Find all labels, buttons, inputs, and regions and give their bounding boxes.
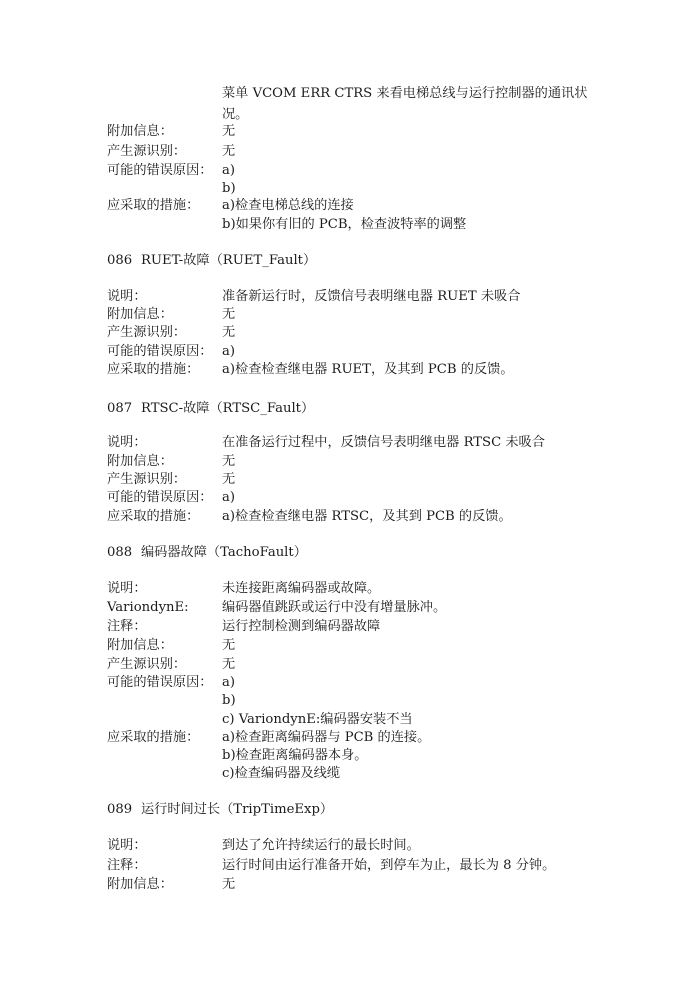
field-row (107, 322, 640, 343)
field-value: a) (222, 344, 236, 359)
field-value: c) VariondynE:编码器安装不当 (222, 712, 413, 727)
field-row (107, 359, 640, 380)
field-row (107, 578, 640, 599)
field-label: 应采取的措施： (107, 509, 200, 524)
field-label: 说明： (107, 289, 147, 304)
field-value: a) (222, 163, 236, 178)
field-label: 可能的错误原因： (107, 490, 213, 505)
field-value: 无 (222, 454, 236, 469)
field-label: 说明： (107, 581, 147, 596)
field-label: VariondynE: (107, 600, 189, 615)
field-value: a)检查检查继电器 RUET，及其到 PCB 的反馈。 (222, 362, 514, 377)
field-label: 附加信息： (107, 454, 173, 469)
field-label: 可能的错误原因： (107, 344, 213, 359)
field-value: 无 (222, 307, 236, 322)
field-row (107, 855, 640, 876)
intro-text-line-1: 菜单 VCOM ERR CTRS 来看电梯总线与运行控制器的通讯状 (222, 86, 588, 101)
section-title: RUET-故障（RUET_Fault） (141, 253, 317, 268)
field-value: 运行控制检测到编码器故障 (222, 619, 381, 634)
field-label: 附加信息： (107, 124, 173, 139)
field-value: 在准备运行过程中，反馈信号表明继电器 RTSC 未吸合 (222, 435, 545, 450)
section-title: RTSC-故障（RTSC_Fault） (141, 401, 315, 416)
field-value: 未连接距离编码器或故障。 (222, 581, 381, 596)
field-row (107, 506, 640, 527)
field-value: c)检查编码器及线缆 (222, 766, 341, 781)
field-value: b) (222, 181, 236, 196)
field-row (107, 214, 640, 235)
field-row (107, 432, 640, 453)
field-value: a)检查距离编码器与 PCB 的连接。 (222, 730, 431, 745)
section-heading-086 (107, 250, 316, 271)
field-value: 无 (222, 472, 236, 487)
field-label: 应采取的措施： (107, 730, 200, 745)
field-value: 运行时间由运行准备开始，到停车为止，最长为 8 分钟。 (222, 858, 556, 873)
field-label: 可能的错误原因： (107, 675, 213, 690)
field-value: a) (222, 490, 236, 505)
section-heading-089 (107, 799, 333, 820)
field-label: 附加信息： (107, 877, 173, 892)
intro-line (107, 83, 640, 104)
field-row (107, 874, 640, 895)
field-row (107, 763, 640, 784)
section-number: 087 (107, 401, 133, 416)
field-label: 说明： (107, 838, 147, 853)
field-value: b)检查距离编码器本身。 (222, 748, 368, 763)
section-title: 运行时间过长（TripTimeExp） (141, 802, 334, 817)
field-row (107, 121, 640, 142)
field-row (107, 597, 640, 618)
field-value: 无 (222, 657, 236, 672)
field-label: 应采取的措施： (107, 362, 200, 377)
field-value: 无 (222, 144, 236, 159)
field-label: 产生源识别： (107, 657, 187, 672)
section-number: 086 (107, 253, 133, 268)
field-value: 无 (222, 638, 236, 653)
field-value: 准备新运行时，反馈信号表明继电器 RUET 未吸合 (222, 289, 521, 304)
section-title: 编码器故障（TachoFault） (141, 545, 307, 560)
field-value: 无 (222, 124, 236, 139)
field-label: 附加信息： (107, 638, 173, 653)
field-value: 无 (222, 325, 236, 340)
field-label: 注释： (107, 858, 147, 873)
field-value: a)检查检查继电器 RTSC，及其到 PCB 的反馈。 (222, 509, 512, 524)
intro-text-line-2: 况。 (222, 107, 249, 122)
field-row (107, 487, 640, 508)
field-value: a)检查电梯总线的连接 (222, 198, 354, 213)
section-number: 088 (107, 545, 133, 560)
field-label: 注释： (107, 619, 147, 634)
field-value: b) (222, 693, 236, 708)
section-number: 089 (107, 802, 133, 817)
field-label: 产生源识别： (107, 144, 187, 159)
field-label: 可能的错误原因： (107, 163, 213, 178)
field-label: 产生源识别： (107, 325, 187, 340)
field-row (107, 616, 640, 637)
field-row (107, 635, 640, 656)
field-value: 无 (222, 877, 236, 892)
section-heading-088 (107, 542, 307, 563)
field-label: 产生源识别： (107, 472, 187, 487)
field-value: 到达了允许持续运行的最长时间。 (222, 838, 420, 853)
field-value: b)如果你有旧的 PCB，检查波特率的调整 (222, 217, 467, 232)
field-label: 附加信息： (107, 307, 173, 322)
field-label: 应采取的措施： (107, 198, 200, 213)
field-row (107, 690, 640, 711)
field-label: 说明： (107, 435, 147, 450)
field-row (107, 195, 640, 216)
field-value: 编码器值跳跃或运行中没有增量脉冲。 (222, 600, 447, 615)
section-heading-087 (107, 398, 314, 419)
field-row (107, 835, 640, 856)
field-value: a) (222, 675, 236, 690)
field-row (107, 141, 640, 162)
